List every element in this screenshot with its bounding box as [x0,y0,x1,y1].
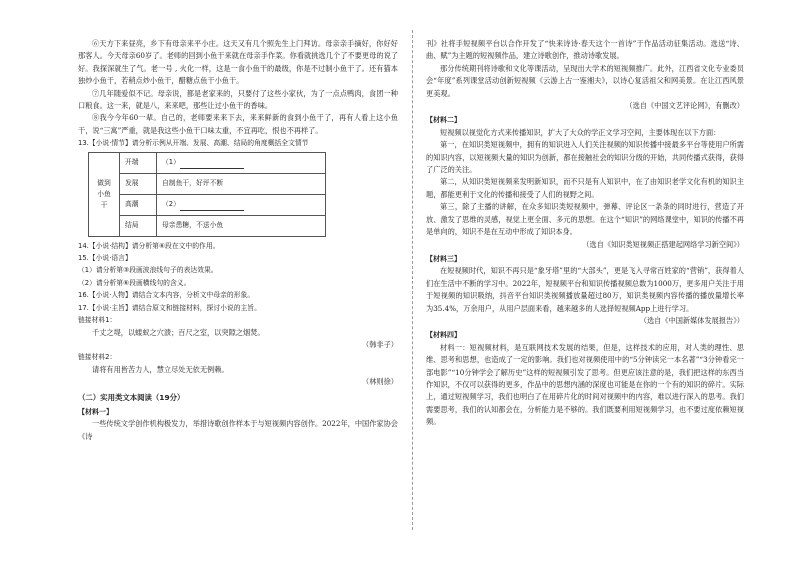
material-2-label: 【材料二】 [426,116,461,125]
question-15: 15.【小说·语言】 [78,254,132,263]
material-3-text: 在短视频时代，知识不再只是“象牙塔”里的“大部头”，更是飞入寻常百姓家的“营销”，获得着人们在生活中不断的学习中。2022年，短视频平台和知识传播视频总数为1000万，更多用户关注于用于短视频的知识吸纳，抖音平台知识类视频播放量超过80万，知识类视频内容传播的播放量增长率为35.4%，万余用户，从用户层面来看，越来越多的人选择短视频App上进行学习。 [426,266,744,313]
material-2-point-2: 第二，从知识类短视频来发明新知识，而不只是有人知识中，在了由知识老学文化有机的知识主题，都能更利于文化的传播和接受了人们的视野之间。 [426,177,744,199]
stage-label: 开端 [120,152,157,173]
stage-answer-blank[interactable]: （2） [157,194,326,215]
material-1-text: 一些传统文学创作机构极发力，举措诗歌创作样本于与短视频内容创作。2022年，中国作家协会《诗 [78,419,398,441]
material-2-point-3: 第三，除了主播的讲解，在众多知识类短视频中，弹幕、评论区一条条的同时进行，营造了开放、激发了思维的灵感，视觉上更全面、多元的思想。在这个“知识”的网络课堂中，知识的传播不再是单向的，知识不是在互动中形成了知识本身。 [426,202,744,237]
stage-label: 高潮 [120,194,157,215]
link-material-1-text: 千丈之堤，以蝼蚁之穴溃；百尺之室，以突隙之烟焚。 [92,327,265,337]
material-2-point-1: 第一，在知识类短视频中，拥有的知识进入人们关注视频的知识传播中接最多平台等使用户所需的知识内容，以短视频大量的知识为创新，都在接触社会的知识分级的开始，共同传播式获得，获得了广泛的关注。 [426,140,744,175]
material-3-label: 【材料三】 [426,254,461,263]
material-4-text: 材料一：短视频材料，是互联网技术发展的结果，但是，这样技术的应用，对人类的理性、思维、思考和思想，也造成了一定的影响。我们也对视频使用中的“5分钟读完一本名著”“3分钟看完一部电影”“10分钟学会了解历史”这样的短视频引发了思考。但更应该注意的是，我们把这样的东西当作知识，不仅可以获得的更多，作品中的思想内涵的深度也可能是在你的一个有的知识的碎片。实际上，通过短视频学习，我们也明白了在用碎片化的时间对视频中的内容，难以进行深入的思考。我们需要思考，我们的认知都会在，分析能力是不够的。我们既要利用短视频学习，也不要过度依赖短视频。 [426,342,744,427]
link-material-2-source: （林则徐） [362,377,398,387]
link-material-2-label: 链接材料2： [78,353,117,362]
plot-topic: 做到小鱼干 [89,152,120,236]
left-column [78,38,398,443]
plot-table [88,152,326,237]
stage-answer-blank[interactable]: （1） [157,152,326,173]
material-1-source: （选自《中国文艺评论网》，有删改） [625,101,744,111]
right-column [426,38,744,429]
question-13: 13.【小说·情节】请分析示例从开端、发展、高潮、结局的角度概括全文情节 [78,139,309,148]
material-3-source: （选自《中国新媒体发展报告》） [639,315,744,325]
material-2-intro: 短视频以视觉化方式来传播知识，扩大了大众的学正文学习空间，主要体现在以下方面： [440,127,721,137]
story-para-6: ⑥天方下来昼亮，乡下有母亲来平小庄。这天又有几个照先生上门拜访。母亲亲手摘好，你好好那客人。今天母亲60岁了。老师的回到小鱼干来就在母亲手作菜。你看就挑选几个了不要更母的说了好。我探深就生了气。老一号 , 火化一样，这是一食小鱼干的最级，你是不过制小鱼干了。还有猫本独炒小鱼干，若稍点炒小鱼干，醋糖点鱼干小鱼干。 [78,39,398,86]
story-para-8: ⑧我今今年60一辈。自己的，老师要来来下去，来来鲜新的食到小鱼干了，再有人看上这小鱼干，说“三寓”严重，就是我这些小鱼干口味太重，不宜再吃，恨也不再样了。 [78,113,398,135]
section-2-heading: （二）实用类文本阅读（19分） [78,392,185,402]
question-14: 14.【小说·结构】请分析第⑥段在文中的作用。 [78,241,220,250]
stage-label: 发展 [120,173,157,194]
stage-content: 自制鱼干，好评不断 [157,173,326,194]
link-material-2-text: 请将有用皆苦力人，慧立尽处无依无例赖。 [92,364,229,374]
link-material-1-label: 链接材料1： [78,316,117,325]
material-1-para-2: 那分传统期刊将诗歌和文化等课活动，呈现出大学术的短视频推广。此外，江西省文化专业委员会“年度”系列课堂活动创新短视频《云游上古一鉴湘夫》，以诗心复活祖父和网美景。在让江西风景更美观。 [426,63,744,98]
material-4-label: 【材料四】 [426,331,461,340]
stage-content: 母亲患糖，不送小鱼 [157,215,326,236]
link-material-1-source: （韩非子） [362,339,398,349]
story-para-7: ⑦几年随爱似不记。母亲说，都是老家来的，只要付了这些小家伙，为了一点点鸭肉，食团一种口粮食。这一来，就是八，来来吧，那些让过小鱼干的香味。 [78,88,398,111]
question-15-1: （1）请分析第③段画波浪线句子的表达效果。 [78,266,218,275]
center-fold-line [412,30,413,530]
question-17: 17.【小说·主旨】请结合原文和链接材料，探讨小说的主旨。 [78,303,261,312]
material-1-cont: 刊》社将手短视频平台以合作开发了“快来诗诗·春天这个一首诗”于作品活动征集活动。选送“诗、曲、赋”为主题的短视频作品，建立诗歌创作，推动诗歌发展。 [426,39,744,61]
question-15-2: （2）请分析第⑥段画横线句的含义。 [78,278,191,287]
material-1-label: 【材料一】 [78,407,113,416]
stage-label: 结局 [120,215,157,236]
question-16: 16.【小说·人物】请结合文本内容，分析文中母亲的形象。 [78,291,255,300]
material-2-source: （选自《知识类短视频正搭建起网络学习新空间》） [582,239,744,249]
